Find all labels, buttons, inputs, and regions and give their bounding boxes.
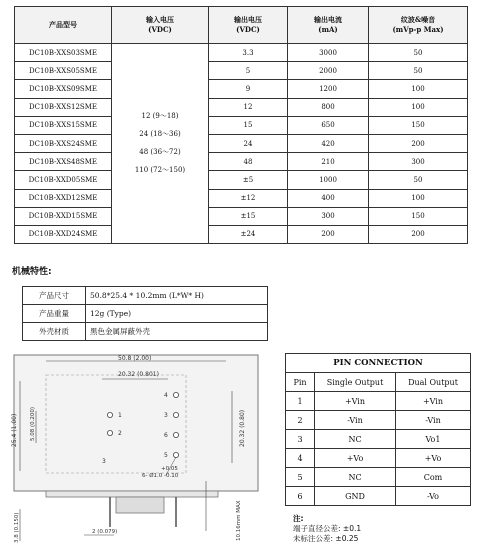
- model-cell: DC10B-XXD15SME: [15, 207, 112, 225]
- spec-table: [14, 6, 468, 244]
- pin-3-left-label: 3: [102, 458, 106, 465]
- mech-key: 产品尺寸: [23, 287, 86, 305]
- model-cell: DC10B-XXD12SME: [15, 189, 112, 207]
- ripple-cell: 100: [369, 189, 468, 207]
- mech-row: [23, 305, 268, 323]
- output-current-cell: 2000: [288, 62, 369, 80]
- single-output-cell: GND: [315, 487, 396, 506]
- dual-output-cell: +Vo: [396, 449, 471, 468]
- spec-row: [15, 225, 468, 243]
- input-voltage-range: 24 (18～36): [139, 130, 181, 139]
- pin-row: [286, 468, 471, 487]
- spec-row: [15, 80, 468, 98]
- output-voltage-cell: 12: [209, 98, 288, 116]
- spec-row: [15, 134, 468, 152]
- mech-key: 产品重量: [23, 305, 86, 323]
- output-current-cell: 420: [288, 134, 369, 152]
- notes-line: 端子直径公差: ±0.1: [293, 524, 362, 533]
- output-voltage-cell: 5: [209, 62, 288, 80]
- output-voltage-cell: ±24: [209, 225, 288, 243]
- notes-line: 未标注公差: ±0.25: [293, 534, 359, 543]
- output-voltage-cell: ±5: [209, 171, 288, 189]
- output-voltage-cell: 15: [209, 116, 288, 134]
- mechanical-drawing: [6, 351, 276, 551]
- ripple-cell: 50: [369, 171, 468, 189]
- output-current-cell: 200: [288, 225, 369, 243]
- input-voltage-range: 12 (9～18): [141, 112, 179, 121]
- dim-bottom-pitch: 2 (0.079): [92, 529, 118, 535]
- spec-row: [15, 98, 468, 116]
- spec-row: [15, 207, 468, 225]
- ripple-cell: 200: [369, 134, 468, 152]
- dual-output-cell: -Vo: [396, 487, 471, 506]
- header-model: 产品型号: [15, 7, 112, 44]
- dim-standoff: 3.8 (0.150): [14, 512, 20, 543]
- mech-value: 黑色金属屏蔽外壳: [86, 323, 268, 341]
- pin-header-single: Single Output: [315, 373, 396, 392]
- output-voltage-cell: ±12: [209, 189, 288, 207]
- mech-row: [23, 287, 268, 305]
- dual-output-cell: +Vin: [396, 392, 471, 411]
- model-cell: DC10B-XXS03SME: [15, 44, 112, 62]
- mech-key: 外壳材质: [23, 323, 86, 341]
- ripple-cell: 50: [369, 44, 468, 62]
- pin-number-cell: 4: [286, 449, 315, 468]
- ripple-cell: 300: [369, 153, 468, 171]
- pin-number-cell: 3: [286, 430, 315, 449]
- input-voltage-range: 110 (72～150): [134, 166, 186, 175]
- output-voltage-cell: 24: [209, 134, 288, 152]
- mechanical-title: 机械特性:: [12, 267, 52, 277]
- model-cell: DC10B-XXS24SME: [15, 134, 112, 152]
- single-output-cell: +Vin: [315, 392, 396, 411]
- ripple-cell: 50: [369, 62, 468, 80]
- pin-row: [286, 411, 471, 430]
- dim-width: 25.4 (1.00): [11, 413, 18, 447]
- output-voltage-cell: 48: [209, 153, 288, 171]
- spec-row: [15, 62, 468, 80]
- dim-pin-span: 20.32 (0.801): [118, 371, 159, 378]
- header-ripple: 纹波&噪音 (mVp-p Max): [369, 7, 468, 44]
- input-voltage-cell: [112, 44, 209, 244]
- dual-output-cell: -Vin: [396, 411, 471, 430]
- pin-5-marker: [173, 452, 178, 457]
- ripple-cell: 150: [369, 207, 468, 225]
- spec-row: [15, 44, 468, 62]
- spec-row: [15, 189, 468, 207]
- mech-value: 50.8*25.4 * 10.2mm (L*W* H): [86, 287, 268, 305]
- dim-left-pitch: 5.08 (0.200): [30, 406, 36, 441]
- pin-1-marker: [107, 412, 112, 417]
- pin-1-label: 1: [118, 412, 122, 419]
- header-output-current: 输出电流 (mA): [288, 7, 369, 44]
- pin-row: [286, 487, 471, 506]
- mech-row: [23, 323, 268, 341]
- height-max: 10.16mm MAX: [236, 500, 242, 541]
- pin-3-marker: [173, 412, 178, 417]
- mech-value: 12g (Type): [86, 305, 268, 323]
- model-cell: DC10B-XXS09SME: [15, 80, 112, 98]
- single-output-cell: NC: [315, 468, 396, 487]
- pin-number-cell: 5: [286, 468, 315, 487]
- pin-number-cell: 2: [286, 411, 315, 430]
- pin-6-label: 6: [164, 432, 168, 439]
- pin-2-marker: [107, 430, 112, 435]
- pin-row: [286, 449, 471, 468]
- module-side-component: [116, 497, 164, 513]
- pin-number-cell: 6: [286, 487, 315, 506]
- pin-row: [286, 430, 471, 449]
- model-cell: DC10B-XXS05SME: [15, 62, 112, 80]
- output-voltage-cell: ±15: [209, 207, 288, 225]
- ripple-cell: 100: [369, 98, 468, 116]
- header-output-voltage: 输出电压 (VDC): [209, 7, 288, 44]
- pin-6-marker: [173, 432, 178, 437]
- dual-output-cell: Vo1: [396, 430, 471, 449]
- spec-row: [15, 171, 468, 189]
- pin-header-dual: Dual Output: [396, 373, 471, 392]
- single-output-cell: NC: [315, 430, 396, 449]
- output-current-cell: 1000: [288, 171, 369, 189]
- pin-connection-title: PIN CONNECTION: [286, 354, 471, 373]
- model-cell: DC10B-XXS15SME: [15, 116, 112, 134]
- notes: [293, 514, 361, 544]
- mechanical-table: [22, 286, 268, 341]
- output-current-cell: 300: [288, 207, 369, 225]
- model-cell: DC10B-XXD24SME: [15, 225, 112, 243]
- header-input-voltage: 输入电压 (VDC): [112, 7, 209, 44]
- output-current-cell: 650: [288, 116, 369, 134]
- dual-output-cell: Com: [396, 468, 471, 487]
- single-output-cell: +Vo: [315, 449, 396, 468]
- module-side-view: [46, 491, 218, 497]
- output-current-cell: 210: [288, 153, 369, 171]
- input-voltage-range: 48 (36～72): [139, 148, 181, 157]
- dim-length: 50.8 (2.00): [118, 355, 152, 362]
- spec-row: [15, 116, 468, 134]
- dim-right-span: 20.32 (0.80): [239, 409, 246, 447]
- pin-diameter: 6- Ø1.0 -0.10: [142, 473, 179, 479]
- pin-3-label: 3: [164, 412, 168, 419]
- pin-5-label: 5: [164, 452, 168, 459]
- output-current-cell: 1200: [288, 80, 369, 98]
- pin-2-label: 2: [118, 430, 122, 437]
- single-output-cell: -Vin: [315, 411, 396, 430]
- pin-header-pin: Pin: [286, 373, 315, 392]
- output-voltage-cell: 9: [209, 80, 288, 98]
- pin-4-label: 4: [164, 392, 168, 399]
- output-voltage-cell: 3.3: [209, 44, 288, 62]
- output-current-cell: 3000: [288, 44, 369, 62]
- spec-row: [15, 153, 468, 171]
- model-cell: DC10B-XXS12SME: [15, 98, 112, 116]
- output-current-cell: 800: [288, 98, 369, 116]
- ripple-cell: 100: [369, 80, 468, 98]
- model-cell: DC10B-XXD05SME: [15, 171, 112, 189]
- model-cell: DC10B-XXS48SME: [15, 153, 112, 171]
- notes-label: 注:: [293, 514, 304, 523]
- pin-row: [286, 392, 471, 411]
- spec-header-row: [15, 7, 468, 44]
- ripple-cell: 200: [369, 225, 468, 243]
- output-current-cell: 400: [288, 189, 369, 207]
- pin-connection-table: [285, 353, 471, 506]
- tol-plus: +0.05: [161, 466, 178, 472]
- pin-4-marker: [173, 392, 178, 397]
- pin-number-cell: 1: [286, 392, 315, 411]
- ripple-cell: 150: [369, 116, 468, 134]
